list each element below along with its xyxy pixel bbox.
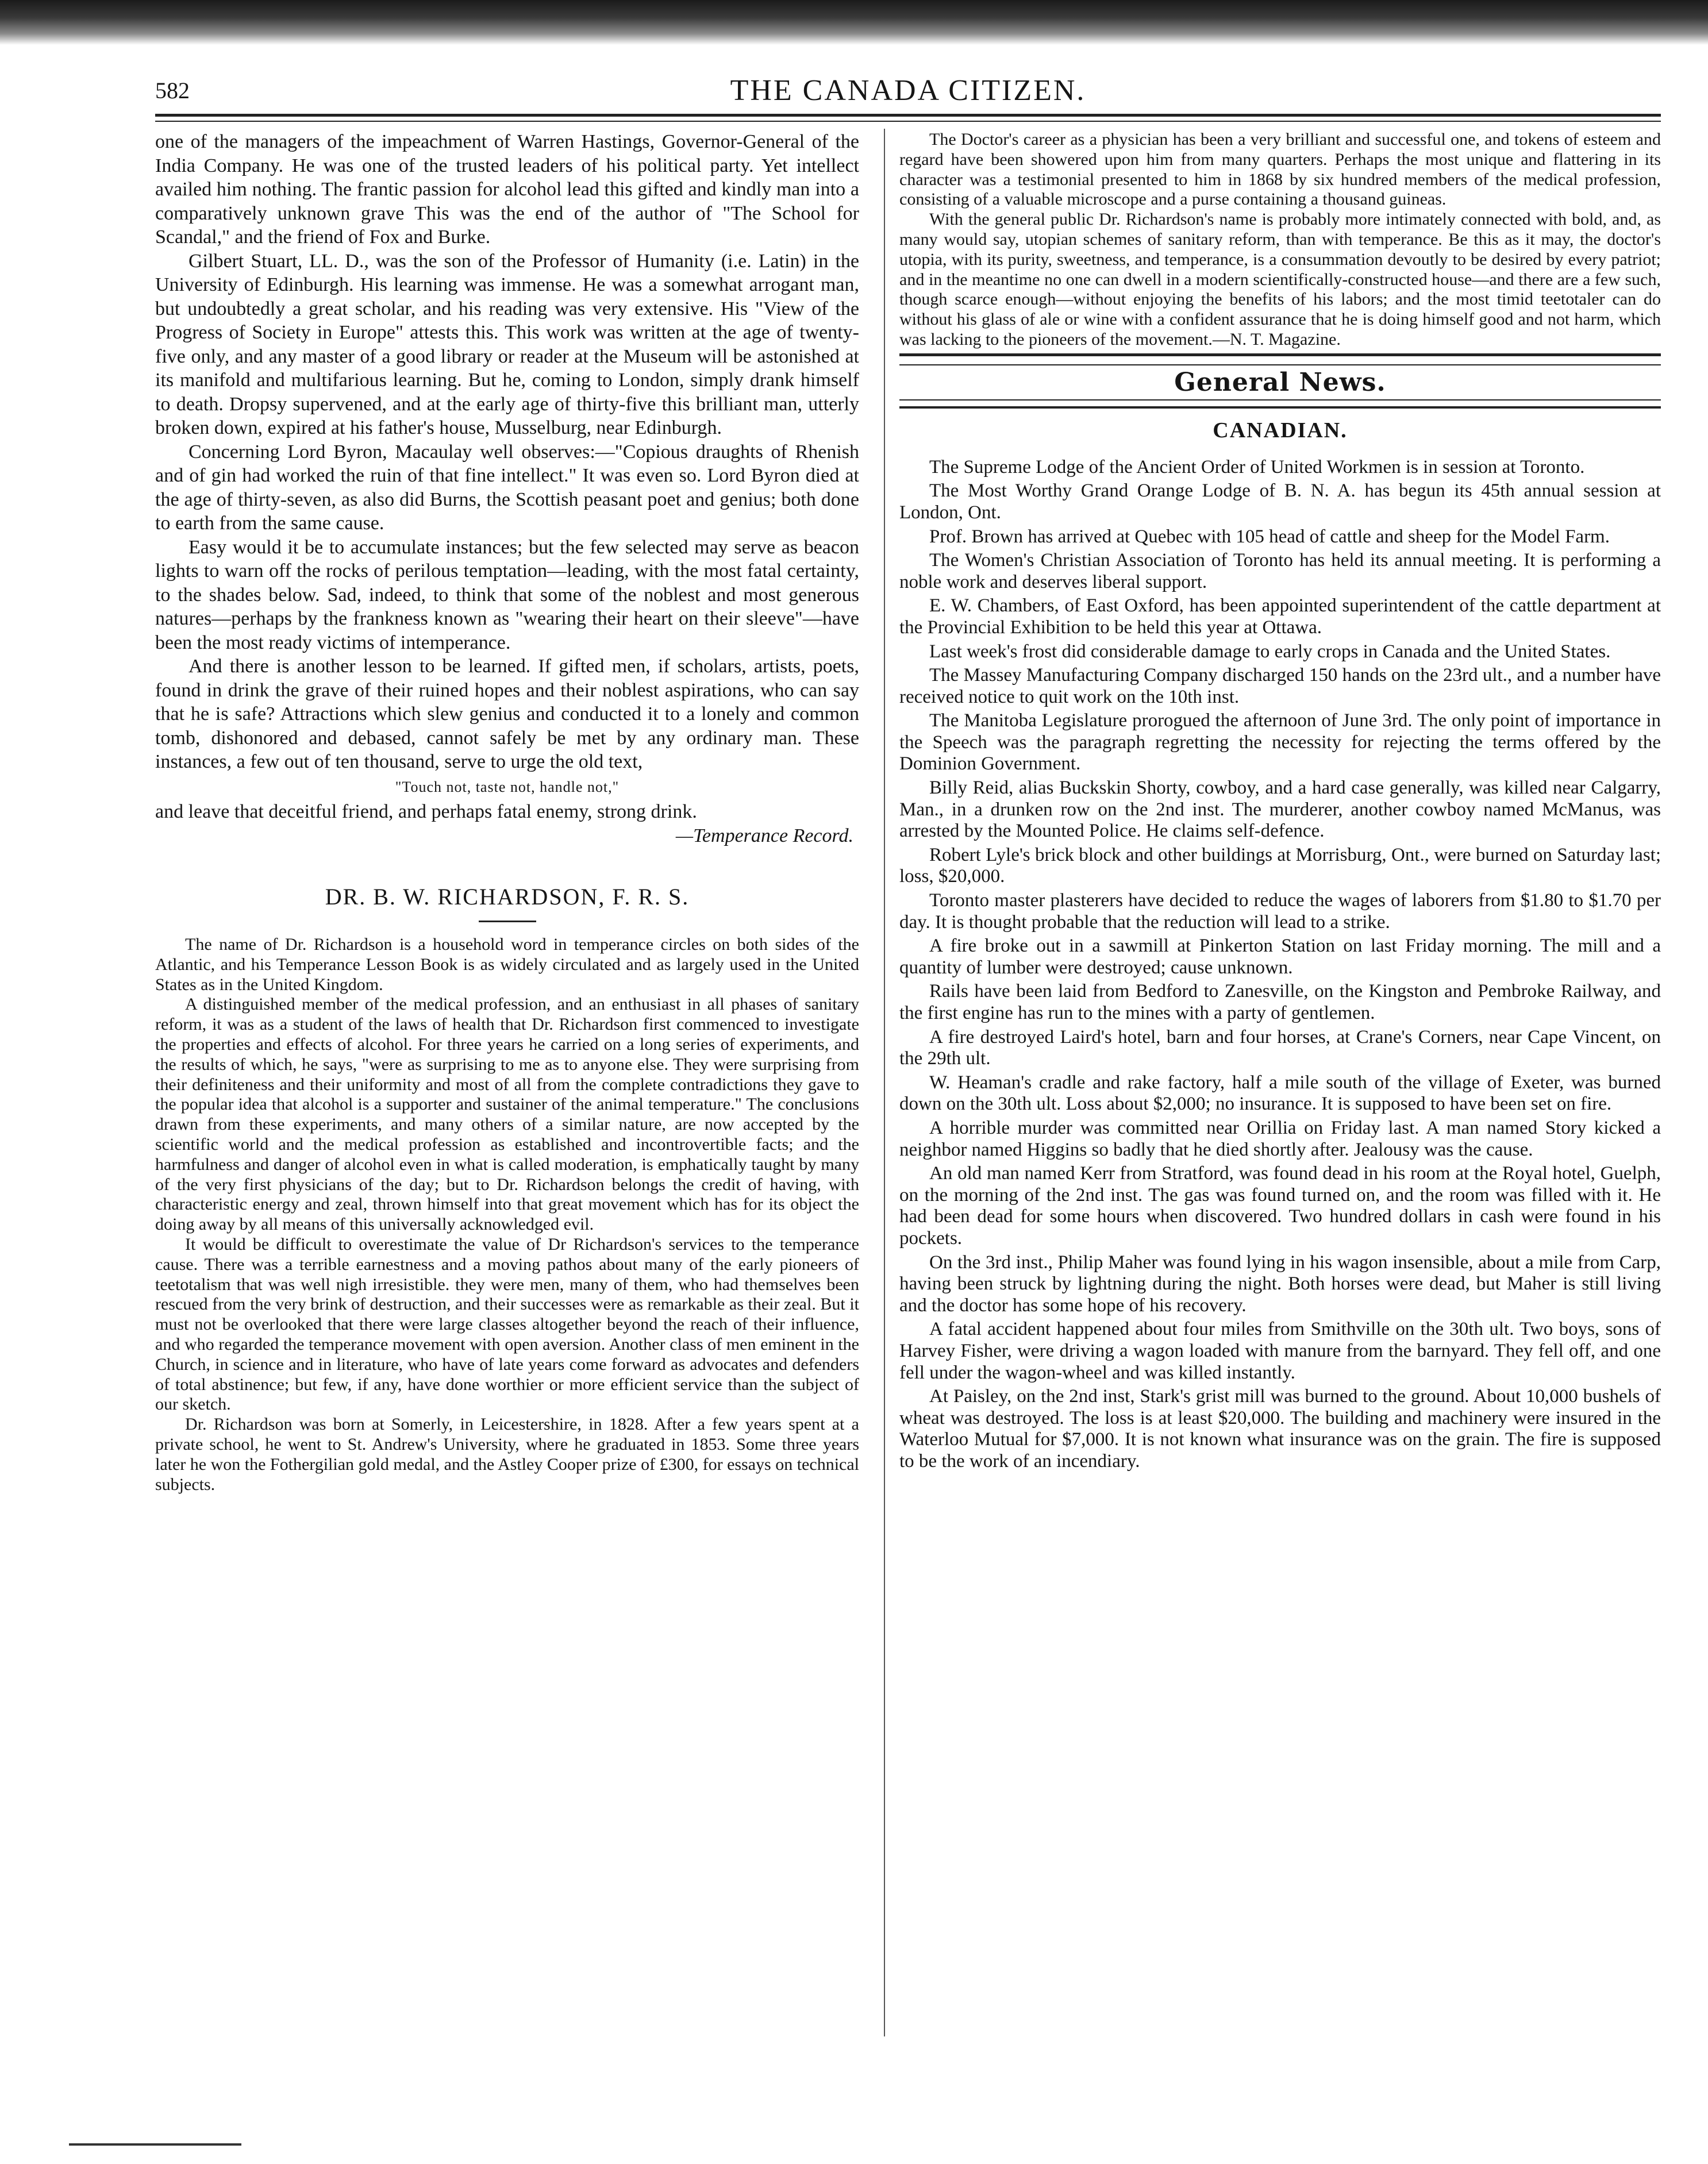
page-header: [155, 74, 1661, 114]
paragraph: The name of Dr. Richardson is a household word in temperance circles on both sides of the Atlantic, and his Temperance Lesson Book is as widely circulated and as largely used in the United States as in the United Kingdom.: [155, 935, 859, 994]
news-item: The Manitoba Legislature prorogued the afternoon of June 3rd. The only point of importance in the Speech was the paragraph regretting the necessity for rejecting the terms offered by the Dominion Government.: [899, 710, 1661, 775]
news-item: A fire broke out in a sawmill at Pinkerton Station on last Friday morning. The mill and a quantity of lumber were destroyed; cause unknown.: [899, 935, 1661, 978]
section-rule-top: [899, 353, 1661, 365]
section-head: General News.: [1174, 367, 1386, 397]
news-item: E. W. Chambers, of East Oxford, has been appointed superintendent of the cattle department at the Provincial Exhibition to be held this year at Ottawa.: [899, 595, 1661, 638]
column-divider: [884, 129, 885, 2036]
right-column: [899, 130, 1661, 1474]
news-item: Robert Lyle's brick block and other buildings at Morrisburg, Ont., were burned on Saturday last; loss, $20,000.: [899, 844, 1661, 887]
header-rule: [155, 114, 1661, 117]
paragraph: With the general public Dr. Richardson's name is probably more intimately connected with bold, and, as many would say, utopian schemes of sanitary reform, than with temperance. Be this as it may, the doctor's utopia, with its purity, sweetness, and temperance, is a consummation devoutly to be desired by every patriot; and in the meantime no one can dwell in a modern scientifically-constructed house—and there are a few such, though scarce enough—without enjoying the benefits of his labors; and the most timid teetotaler can do without his glass of ale or wine with a confident assurance that he is doing himself good and not harm, which was lacking to the pioneers of the movement.—N. T. Magazine.: [899, 210, 1661, 349]
news-item: Last week's frost did considerable damage to early crops in Canada and the United States.: [929, 641, 1611, 662]
title-rule: [479, 921, 536, 922]
paragraph: Easy would it be to accumulate instances; but the few selected may serve as beacon lights to warn off the rocks of perilous temptation—leading, with the most fatal certainty, to the shades below. Sad, indeed, to think that some of the noblest and most generous natures—perhaps by the frankness known as "wearing their heart on their sleeve"—have been the most ready victims of intemperance.: [155, 536, 859, 653]
temperance-article: [155, 130, 859, 848]
news-item: W. Heaman's cradle and rake factory, half a mile south of the village of Exeter, was burned down on the 30th ult. Loss about $2,000; no insurance. It is supposed to have been set on fire.: [899, 1072, 1661, 1115]
paragraph: Gilbert Stuart, LL. D., was the son of the Professor of Humanity (i.e. Latin) in the University of Edinburgh. His learning was immense. He was a somewhat arrogant man, but undoubtedly a great scholar, and his reading was very extensive. His "View of the Progress of Society in Europe" attests this. This work was written at the age of twenty-five only, and any master of a good library or reader at the Museum will be astonished at its manifold and multifarious learning. But he, coming to London, simply drank himself to death. Dropsy supervened, and at the early age of thirty-five this brilliant man, utterly broken down, expired at his father's house, Musselburg, near Edinburgh.: [155, 250, 859, 438]
quoted-text: "Touch not, taste not, handle not,": [395, 778, 620, 795]
header-rule-thin: [155, 121, 1661, 122]
bottom-rule: [69, 2143, 241, 2146]
paragraph: The Doctor's career as a physician has been a very brilliant and successful one, and tokens of esteem and regard have been showered upon him from many quarters. Perhaps the most unique and flattering in its character was a testimonial presented to him in 1868 by six hundred members of the medical profession, consisting of a valuable microscope and a purse containing a thousand guineas.: [899, 130, 1661, 209]
richardson-article: [155, 935, 859, 1495]
left-column: [155, 130, 859, 1495]
news-items: [899, 457, 1661, 1473]
news-item: Toronto master plasterers have decided to reduce the wages of laborers from $1.80 to $1.70 per day. It is thought probable that the reduction will lead to a strike.: [899, 890, 1661, 933]
paragraph: Concerning Lord Byron, Macaulay well observes:—"Copious draughts of Rhenish and of gin had worked the ruin of that fine intellect." It was even so. Lord Byron died at the age of thirty-seven, as also did Burns, the Scottish peasant poet and genius; both done to earth from the same cause.: [155, 441, 859, 534]
paragraph: And there is another lesson to be learned. If gifted men, if scholars, artists, poets, found in drink the grave of their ruined hopes and their noblest aspirations, who can say that he is safe? Attractions which slew genius and conducted it to a lonely and common tomb, dishonored and debased, cannot safely be met by any ordinary man. These instances, a few out of ten thousand, serve to urge the old text,: [155, 656, 859, 772]
page-number: 582: [155, 78, 190, 103]
news-item: An old man named Kerr from Stratford, was found dead in his room at the Royal hotel, Guelph, on the morning of the 2nd inst. The gas was found turned on, and the room was filled with it. He had been dead for some hours when discovered. Two hundred dollars in cash were found in his pockets.: [899, 1163, 1661, 1249]
sub-head: CANADIAN.: [1213, 418, 1348, 442]
paragraph: Dr. Richardson was born at Somerly, in Leicestershire, in 1828. After a few years spent at a private school, he went to St. Andrew's University, where he graduated in 1853. Some three years later he won the Fothergilian gold medal, and the Astley Cooper prize of £300, for essays on technical subjects.: [155, 1415, 859, 1494]
masthead: THE CANADA CITIZEN.: [730, 74, 1086, 107]
news-item: The Women's Christian Association of Toronto has held its annual meeting. It is performing a noble work and deserves liberal support.: [899, 550, 1661, 592]
scan-edge: [0, 0, 1708, 45]
paragraph: one of the managers of the impeachment of Warren Hastings, Governor-General of the India Company. He was one of the trusted leaders of his political party. Yet intellect availed him nothing. The frantic passion for alcohol lead this gifted and kindly man into a comparatively unknown grave This was the end of the author of "The School for Scandal," and the friend of Fox and Burke.: [155, 131, 859, 248]
news-item: The Supreme Lodge of the Ancient Order of United Workmen is in session at Toronto.: [929, 456, 1585, 478]
richardson-article-continued: [899, 130, 1661, 350]
news-item: On the 3rd inst., Philip Maher was found lying in his wagon insensible, about a mile from Carp, having been struck by lightning during the night. Both horses were dead, but Maher is still living and the doctor has some hope of his recovery.: [899, 1252, 1661, 1316]
news-item: A horrible murder was committed near Orillia on Friday last. A man named Story kicked a neighbor named Higgins so badly that he died shortly after. Jealousy was the cause.: [899, 1117, 1661, 1160]
news-item: The Most Worthy Grand Orange Lodge of B. N. A. has begun its 45th annual session at London, Ont.: [899, 480, 1661, 523]
article-title: DR. B. W. RICHARDSON, F. R. S.: [325, 884, 690, 910]
news-item: A fire destroyed Laird's hotel, barn and four horses, at Crane's Corners, near Cape Vincent, on the 29th ult.: [899, 1026, 1661, 1069]
section-rule-bottom: [899, 399, 1661, 409]
source-credit: —Temperance Record.: [675, 825, 853, 846]
news-item: A fatal accident happened about four miles from Smithville on the 30th ult. Two boys, sons of Harvey Fisher, were driving a wagon loaded with manure from the barnyard. They fell off, and one fell under the wagon-wheel and was killed instantly.: [899, 1319, 1661, 1383]
news-item: The Massey Manufacturing Company discharged 150 hands on the 23rd ult., and a number have received notice to quit work on the 10th inst.: [899, 665, 1661, 707]
closing-line: and leave that deceitful friend, and perhaps fatal enemy, strong drink.: [155, 801, 697, 822]
news-item: Billy Reid, alias Buckskin Shorty, cowboy, and a hard case generally, was killed near Calgarry, Man., in a drunken row on the 2nd inst. The murderer, another cowboy named McManus, was arrested by the Mounted Police. He claims self-defence.: [899, 777, 1661, 842]
paragraph: It would be difficult to overestimate the value of Dr Richardson's services to the temperance cause. There was a terrible earnestness and a moving pathos about many of the early pioneers of teetotalism that was well nigh irresistible. they were men, many of them, who had themselves been rescued from the very brink of destruction, and their successes were as remarkable as their zeal. But it must not be overlooked that there were large classes altogether beyond the reach of their influence, and who regarded the temperance movement with open aversion. Another class of men eminent in the Church, in science and in literature, who have of late years come forward as advocates and defenders of total abstinence; but few, if any, have done worthier or more efficient service than the subject of our sketch.: [155, 1234, 859, 1414]
news-item: At Paisley, on the 2nd inst, Stark's grist mill was burned to the ground. About 10,000 bushels of wheat was destroyed. The loss is at least $20,000. The building and machinery were insured in the Waterloo Mutual for $7,000. It is not known what insurance was on the grain. The fire is supposed to be the work of an incendiary.: [899, 1386, 1661, 1472]
news-item: Rails have been laid from Bedford to Zanesville, on the Kingston and Pembroke Railway, and the first engine has run to the mines with a party of gentlemen.: [899, 981, 1661, 1024]
news-item: Prof. Brown has arrived at Quebec with 105 head of cattle and sheep for the Model Farm.: [929, 526, 1610, 547]
paragraph: A distinguished member of the medical profession, and an enthusiast in all phases of sanitary reform, it was as a student of the laws of health that Dr. Richardson first commenced to investigate the properties and effects of alcohol. For three years he carried on a long series of experiments, and the results of which, he says, "were as surprising to me as to anyone else. They were surprising from their definiteness and their uniformity and most of all from the complete contradictions they gave to the popular idea that alcohol is a supporter and sustainer of the animal temperature." The conclusions drawn from these experiments, and many others of a similar nature, are now accepted by the scientific world and the medical profession as established and incontrovertible facts; and the harmfulness and danger of alcohol even in what is called moderation, is emphatically taught by many of the very first physicians of the day; but to Dr. Richardson belongs the credit of having, with characteristic energy and zeal, thrown himself into that great movement which has for its object the doing away by all means of this universally acknowledged evil.: [155, 995, 859, 1234]
